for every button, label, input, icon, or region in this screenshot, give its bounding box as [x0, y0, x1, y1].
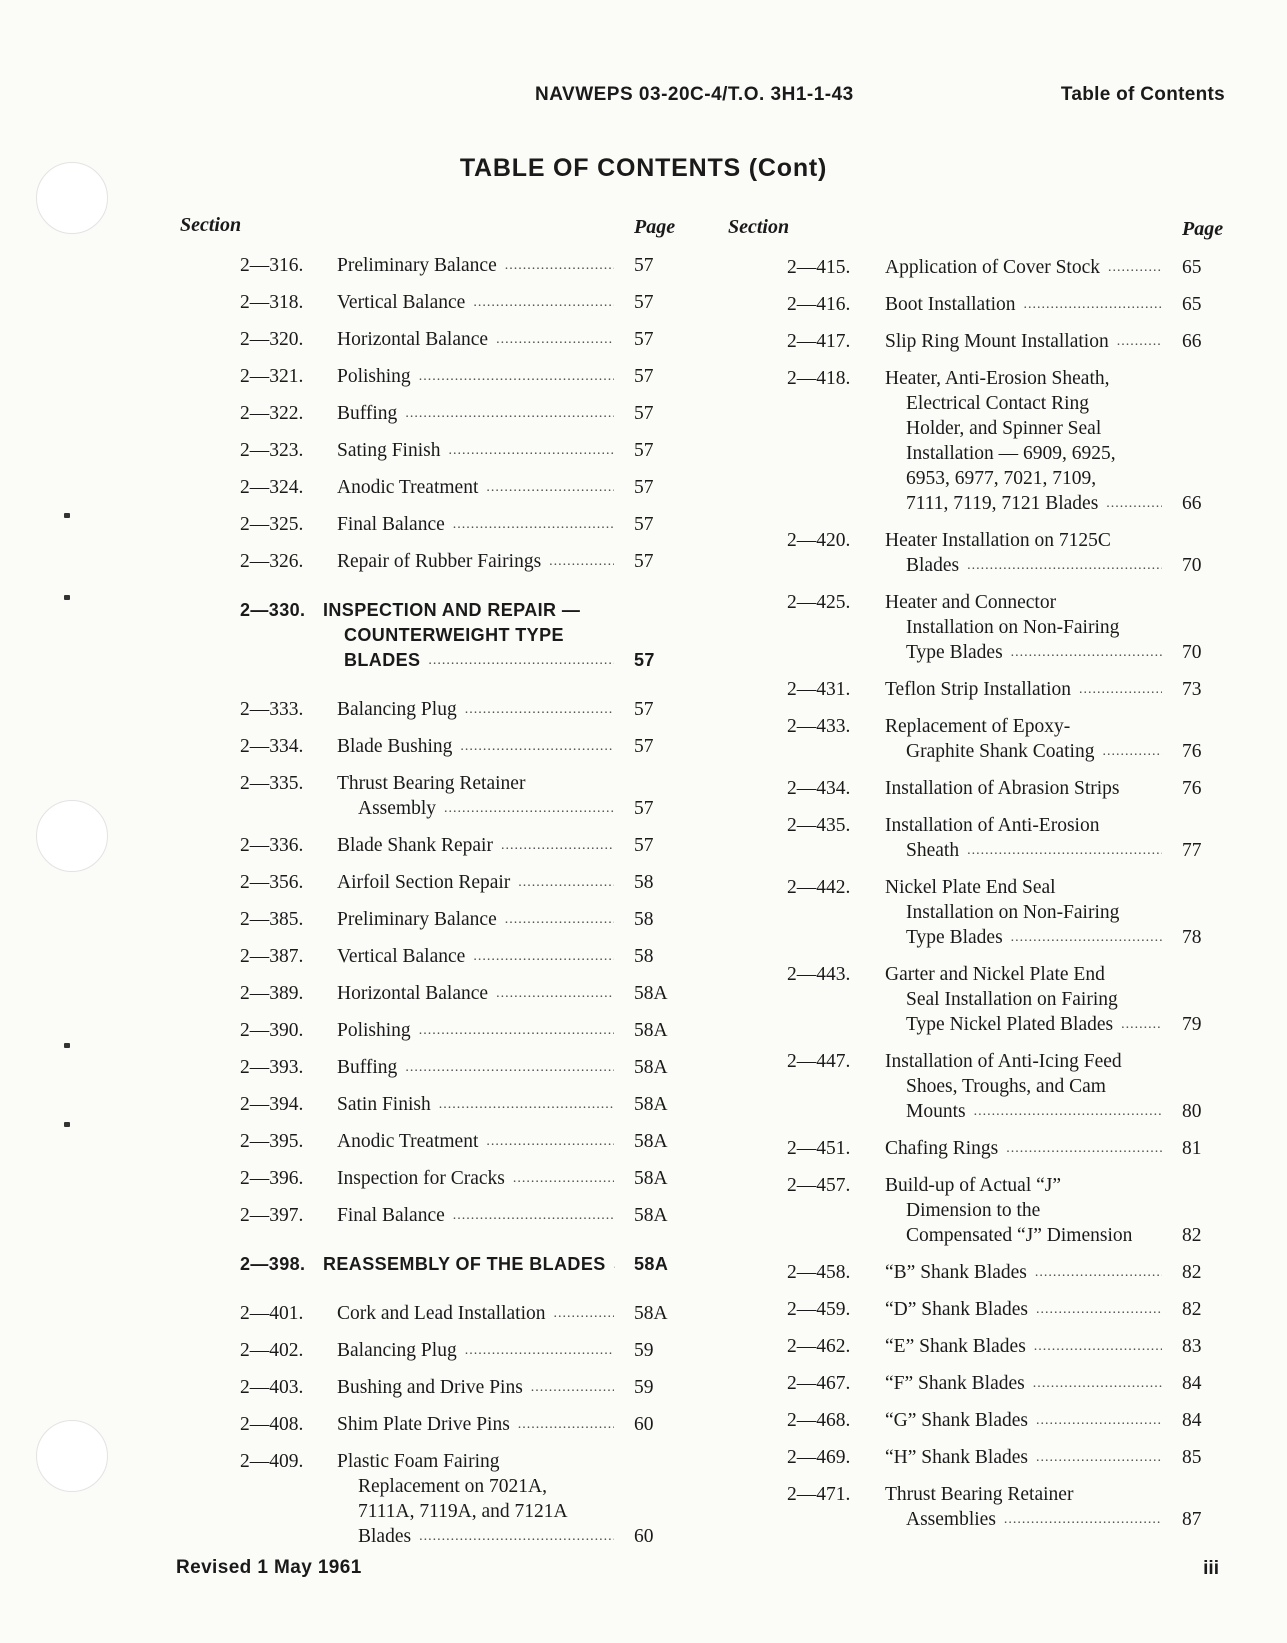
toc-entry: [240, 1129, 690, 1154]
page-ref: 65: [1182, 257, 1202, 278]
entry-title: Garter and Nickel Plate End: [885, 964, 1105, 985]
entry-title: “B” Shank Blades: [885, 1262, 1027, 1283]
entry-title: Heater Installation on 7125C: [885, 530, 1111, 551]
entry-title: Blade Bushing: [337, 736, 453, 757]
dot-leader: [1006, 1136, 1162, 1161]
entry-title: Blades: [358, 1526, 412, 1547]
dot-leader: [513, 1166, 614, 1191]
section-number: 2—385.: [240, 909, 304, 930]
page-ref: 57: [634, 366, 654, 387]
section-number: 2—433.: [787, 716, 851, 737]
entry-title: Shim Plate Drive Pins: [337, 1414, 510, 1435]
entry-title: Preliminary Balance: [337, 255, 497, 276]
page-ref: 57: [634, 798, 654, 819]
toc-entry: [787, 875, 1230, 950]
toc-entry: [787, 714, 1230, 764]
toc-entry: [787, 813, 1230, 863]
toc-entry: [240, 253, 690, 278]
punch-hole: [36, 1420, 108, 1492]
entry-title: COUNTERWEIGHT TYPE: [344, 625, 564, 645]
section-number: 2—468.: [787, 1410, 851, 1431]
section-number: 2—334.: [240, 736, 304, 757]
section-number: 2—323.: [240, 440, 304, 461]
section-number: 2—447.: [787, 1051, 851, 1072]
entry-title: 7111A, 7119A, and 7121A: [358, 1501, 568, 1522]
toc-entry: [240, 512, 690, 537]
toc-entry: [240, 981, 690, 1006]
running-header: Table of Contents: [1060, 84, 1225, 105]
entry-title: BLADES: [344, 650, 421, 670]
speck: [64, 513, 70, 518]
dot-leader: [974, 1099, 1162, 1124]
dot-leader: [505, 907, 614, 932]
section-number: 2—462.: [787, 1336, 851, 1357]
entry-title: Seal Installation on Fairing: [906, 989, 1118, 1010]
toc-entry: [240, 549, 690, 574]
section-number: 2—387.: [240, 946, 304, 967]
dot-leader: [405, 401, 614, 426]
entry-title: Installation of Anti-Icing Feed: [885, 1051, 1122, 1072]
section-number: 2—471.: [787, 1484, 851, 1505]
entry-title: “E” Shank Blades: [885, 1336, 1026, 1357]
entry-title: Satin Finish: [337, 1094, 431, 1115]
entry-title: Shoes, Troughs, and Cam: [906, 1076, 1106, 1097]
page-ref: 65: [1182, 294, 1202, 315]
dot-leader: [405, 1055, 614, 1080]
page-ref: 57: [634, 477, 654, 498]
toc-entry: [787, 1297, 1230, 1322]
entry-title: Sating Finish: [337, 440, 441, 461]
right-section-header: Section: [728, 216, 790, 238]
entry-title: Balancing Plug: [337, 699, 457, 720]
entry-title: Chafing Rings: [885, 1138, 999, 1159]
section-number: 2—420.: [787, 530, 851, 551]
section-number: 2—401.: [240, 1303, 304, 1324]
entry-title: Plastic Foam Fairing: [337, 1451, 500, 1472]
entry-title: “D” Shank Blades: [885, 1299, 1028, 1320]
page-ref: 82: [1182, 1225, 1202, 1246]
toc-entry: [787, 1136, 1230, 1161]
page-ref: 57: [634, 736, 654, 757]
entry-title: Polishing: [337, 366, 411, 387]
dot-leader: [460, 734, 614, 759]
page-ref: 58A: [634, 983, 668, 1004]
entry-title: Installation on Non-Fairing: [906, 617, 1120, 638]
left-section-header: Section: [180, 214, 242, 236]
page-ref: 85: [1182, 1447, 1202, 1468]
entry-title: Horizontal Balance: [337, 983, 489, 1004]
entry-title: Vertical Balance: [337, 292, 466, 313]
page-ref: 58A: [634, 1205, 668, 1226]
toc-entry: [787, 366, 1230, 516]
page-ref: 66: [1182, 331, 1202, 352]
entry-title: Sheath: [906, 840, 960, 861]
dot-leader: [444, 796, 614, 821]
toc-entry: [787, 962, 1230, 1037]
dot-leader: [1108, 255, 1162, 280]
dot-leader: [1079, 677, 1162, 702]
section-number: 2—435.: [787, 815, 851, 836]
dot-leader: [1011, 925, 1162, 950]
section-number: 2—316.: [240, 255, 304, 276]
dot-leader: [1106, 491, 1162, 516]
toc-entry: [240, 697, 690, 722]
page-ref: 58: [634, 872, 654, 893]
page-ref: 84: [1182, 1373, 1202, 1394]
dot-leader: [1121, 1012, 1162, 1037]
toc-entry: [240, 1203, 690, 1228]
section-number: 2—322.: [240, 403, 304, 424]
toc-entry: [787, 1371, 1230, 1396]
page-ref: 58: [634, 946, 654, 967]
entry-title: Installation of Anti-Erosion: [885, 815, 1100, 836]
toc-entry: [787, 1482, 1230, 1532]
entry-title: 6953, 6977, 7021, 7109,: [906, 468, 1097, 489]
section-number: 2—335.: [240, 773, 304, 794]
toc-entry: [240, 1252, 690, 1277]
toc-entry: [240, 438, 690, 463]
page-ref: 60: [634, 1414, 654, 1435]
entry-title: Inspection for Cracks: [337, 1168, 505, 1189]
entry-title: Anodic Treatment: [337, 1131, 479, 1152]
section-number: 2—321.: [240, 366, 304, 387]
dot-leader: [518, 870, 614, 895]
dot-leader: [1036, 1445, 1162, 1470]
toc-entry: [240, 944, 690, 969]
dot-leader: [1004, 1507, 1162, 1532]
toc-entry: [240, 475, 690, 500]
entry-title: Build-up of Actual “J”: [885, 1175, 1062, 1196]
toc-entry: [240, 1449, 690, 1549]
toc-entry: [240, 327, 690, 352]
toc-entry: [787, 1334, 1230, 1359]
section-number: 2—469.: [787, 1447, 851, 1468]
dot-leader: [1034, 1334, 1162, 1359]
page-ref: 87: [1182, 1509, 1202, 1530]
toc-entry: [240, 290, 690, 315]
entry-title: Type Blades: [906, 927, 1003, 948]
toc-entry: [240, 364, 690, 389]
entry-title: Dimension to the: [906, 1200, 1041, 1221]
section-number: 2—458.: [787, 1262, 851, 1283]
entry-title: Installation on Non-Fairing: [906, 902, 1120, 923]
entry-title: Slip Ring Mount Installation: [885, 331, 1109, 352]
entry-title: “H” Shank Blades: [885, 1447, 1028, 1468]
dot-leader: [1036, 1408, 1162, 1433]
section-number: 2—324.: [240, 477, 304, 498]
dot-leader: [448, 438, 614, 463]
section-number: 2—467.: [787, 1373, 851, 1394]
section-number: 2—333.: [240, 699, 304, 720]
toc-entry: [787, 1049, 1230, 1124]
toc-entry: [240, 1412, 690, 1437]
dot-leader: [1024, 292, 1162, 317]
page-ref: 79: [1182, 1014, 1202, 1035]
dot-leader: [1035, 1260, 1162, 1285]
section-number: 2—320.: [240, 329, 304, 350]
entry-title: Final Balance: [337, 1205, 445, 1226]
entry-title: INSPECTION AND REPAIR —: [323, 600, 581, 620]
section-number: 2—425.: [787, 592, 851, 613]
page-ref: 58A: [634, 1020, 668, 1041]
page-ref: 58A: [634, 1254, 669, 1274]
page-ref: 58A: [634, 1168, 668, 1189]
page-ref: 76: [1182, 741, 1202, 762]
toc-entry: [240, 1092, 690, 1117]
dot-leader: [486, 1129, 614, 1154]
dot-leader: [453, 512, 614, 537]
page-ref: 58A: [634, 1057, 668, 1078]
entry-title: Thrust Bearing Retainer: [337, 773, 526, 794]
dot-leader: [501, 833, 614, 858]
dot-leader: [1117, 329, 1162, 354]
speck: [64, 1043, 70, 1048]
entry-title: Assembly: [358, 798, 436, 819]
section-number: 2—459.: [787, 1299, 851, 1320]
page-ref: 78: [1182, 927, 1202, 948]
dot-leader: [518, 1412, 614, 1437]
speck: [64, 595, 70, 600]
entry-title: Polishing: [337, 1020, 411, 1041]
toc-entry: [787, 677, 1230, 702]
section-number: 2—394.: [240, 1094, 304, 1115]
document-number: NAVWEPS 03-20C-4/T.O. 3H1-1-43: [535, 84, 854, 105]
dot-leader: [967, 838, 1162, 863]
entry-title: Type Blades: [906, 642, 1003, 663]
dot-leader: [553, 1301, 614, 1326]
section-number: 2—396.: [240, 1168, 304, 1189]
toc-entry: [787, 1445, 1230, 1470]
entry-title: Horizontal Balance: [337, 329, 489, 350]
entry-title: Preliminary Balance: [337, 909, 497, 930]
section-number: 2—397.: [240, 1205, 304, 1226]
page-ref: 70: [1182, 642, 1202, 663]
page-ref: 76: [1182, 778, 1202, 799]
page-ref: 81: [1182, 1138, 1202, 1159]
page-ref: 57: [634, 514, 654, 535]
dot-leader: [419, 1018, 614, 1043]
entry-title: Thrust Bearing Retainer: [885, 1484, 1074, 1505]
page-ref: 66: [1182, 493, 1202, 514]
section-number: 2—415.: [787, 257, 851, 278]
entry-title: Repair of Rubber Fairings: [337, 551, 542, 572]
speck: [64, 1122, 70, 1127]
toc-entry: [240, 870, 690, 895]
page-ref: 82: [1182, 1299, 1202, 1320]
page-ref: 57: [634, 403, 654, 424]
page-ref: 58: [634, 909, 654, 930]
toc-entry: [787, 776, 1230, 801]
entry-title: 7111, 7119, 7121 Blades: [906, 493, 1099, 514]
page-ref: 73: [1182, 679, 1202, 700]
toc-entry: [787, 329, 1230, 354]
section-number: 2—325.: [240, 514, 304, 535]
section-number: 2—398.: [240, 1254, 306, 1274]
toc-entry: [240, 1375, 690, 1400]
entry-title: Assemblies: [906, 1509, 996, 1530]
entry-title: Buffing: [337, 403, 398, 424]
entry-title: Vertical Balance: [337, 946, 466, 967]
toc-entry: [787, 590, 1230, 665]
section-number: 2—457.: [787, 1175, 851, 1196]
section-number: 2—408.: [240, 1414, 304, 1435]
entry-title: Mounts: [906, 1101, 966, 1122]
page-ref: 83: [1182, 1336, 1202, 1357]
entry-title: Buffing: [337, 1057, 398, 1078]
section-number: 2—431.: [787, 679, 851, 700]
toc-entry: [240, 1018, 690, 1043]
section-number: 2—451.: [787, 1138, 851, 1159]
punch-hole: [36, 800, 108, 872]
section-number: 2—395.: [240, 1131, 304, 1152]
section-number: 2—403.: [240, 1377, 304, 1398]
entry-title: “G” Shank Blades: [885, 1410, 1028, 1431]
dot-leader: [531, 1375, 614, 1400]
page-ref: 58A: [634, 1131, 668, 1152]
right-page-header: Page: [1182, 218, 1224, 240]
toc-entry: [240, 771, 690, 821]
entry-title: Boot Installation: [885, 294, 1016, 315]
page-ref: 59: [634, 1377, 654, 1398]
toc-entry: [787, 1408, 1230, 1433]
entry-title: Blade Shank Repair: [337, 835, 493, 856]
page-ref: 60: [634, 1526, 654, 1547]
toc-entry: [240, 1338, 690, 1363]
dot-leader: [549, 549, 614, 574]
toc-entry: [240, 401, 690, 426]
toc-entry: [240, 598, 690, 673]
toc-entry: [240, 1166, 690, 1191]
entry-title: Replacement on 7021A,: [358, 1476, 547, 1497]
page-ref: 84: [1182, 1410, 1202, 1431]
section-number: 2—326.: [240, 551, 304, 572]
page-number: iii: [1203, 1558, 1219, 1579]
entry-title: Installation of Abrasion Strips: [885, 778, 1120, 799]
page-ref: 57: [634, 699, 654, 720]
page-ref: 57: [634, 329, 654, 350]
dot-leader: [473, 944, 614, 969]
dot-leader: [428, 648, 614, 673]
dot-leader: [505, 253, 614, 278]
page-ref: 57: [634, 650, 655, 670]
page-ref: 57: [634, 255, 654, 276]
page-ref: 82: [1182, 1262, 1202, 1283]
toc-entry: [240, 734, 690, 759]
entry-title: Compensated “J” Dimension: [906, 1225, 1133, 1246]
dot-leader: [496, 327, 614, 352]
entry-title: Installation — 6909, 6925,: [906, 443, 1116, 464]
entry-title: Graphite Shank Coating: [906, 741, 1095, 762]
dot-leader: [419, 1524, 614, 1549]
section-number: 2—434.: [787, 778, 851, 799]
section-number: 2—389.: [240, 983, 304, 1004]
dot-leader: [967, 553, 1162, 578]
revision-date: Revised 1 May 1961: [176, 1557, 362, 1578]
entry-title: REASSEMBLY OF THE BLADES: [323, 1254, 606, 1274]
page-ref: 57: [634, 835, 654, 856]
section-number: 2—318.: [240, 292, 304, 313]
toc-entry: [240, 833, 690, 858]
page-ref: 58A: [634, 1303, 668, 1324]
entry-title: Blades: [906, 555, 960, 576]
page-ref: 77: [1182, 840, 1202, 861]
dot-leader: [465, 697, 614, 722]
page-ref: 58A: [634, 1094, 668, 1115]
dot-leader: [1011, 640, 1162, 665]
page-ref: 70: [1182, 555, 1202, 576]
entry-title: Heater and Connector: [885, 592, 1057, 613]
section-number: 2—442.: [787, 877, 851, 898]
dot-leader: [1102, 739, 1162, 764]
entry-title: Teflon Strip Installation: [885, 679, 1072, 700]
dot-leader: [439, 1092, 614, 1117]
entry-title: Electrical Contact Ring: [906, 393, 1090, 414]
entry-title: Cork and Lead Installation: [337, 1303, 546, 1324]
page-ref: 59: [634, 1340, 654, 1361]
section-number: 2—409.: [240, 1451, 304, 1472]
entry-title: Replacement of Epoxy-: [885, 716, 1071, 737]
dot-leader: [1033, 1371, 1162, 1396]
entry-title: Type Nickel Plated Blades: [906, 1014, 1114, 1035]
entry-title: Anodic Treatment: [337, 477, 479, 498]
entry-title: Heater, Anti-Erosion Sheath,: [885, 368, 1110, 389]
dot-leader: [453, 1203, 614, 1228]
toc-entry: [240, 907, 690, 932]
dot-leader: [1036, 1297, 1162, 1322]
entry-title: Balancing Plug: [337, 1340, 457, 1361]
toc-entry: [787, 1173, 1230, 1248]
page-ref: 57: [634, 292, 654, 313]
entry-title: Final Balance: [337, 514, 445, 535]
section-number: 2—418.: [787, 368, 851, 389]
entry-title: Holder, and Spinner Seal: [906, 418, 1102, 439]
toc-entry: [240, 1301, 690, 1326]
dot-leader: [486, 475, 614, 500]
entry-title: Application of Cover Stock: [885, 257, 1101, 278]
section-number: 2—402.: [240, 1340, 304, 1361]
page-title: TABLE OF CONTENTS (Cont): [459, 154, 828, 182]
page-ref: 57: [634, 440, 654, 461]
entry-title: Airfoil Section Repair: [337, 872, 511, 893]
section-number: 2—416.: [787, 294, 851, 315]
section-number: 2—443.: [787, 964, 851, 985]
section-number: 2—356.: [240, 872, 304, 893]
toc-entry: [787, 255, 1230, 280]
section-number: 2—330.: [240, 600, 306, 620]
section-number: 2—417.: [787, 331, 851, 352]
dot-leader: [419, 364, 614, 389]
dot-leader: [473, 290, 614, 315]
section-number: 2—390.: [240, 1020, 304, 1041]
dot-leader: [496, 981, 614, 1006]
toc-entry: [787, 1260, 1230, 1285]
entry-title: “F” Shank Blades: [885, 1373, 1025, 1394]
toc-entry: [787, 292, 1230, 317]
toc-entry: [787, 528, 1230, 578]
page-ref: 57: [634, 551, 654, 572]
entry-title: Bushing and Drive Pins: [337, 1377, 523, 1398]
section-number: 2—336.: [240, 835, 304, 856]
dot-leader: [465, 1338, 614, 1363]
section-number: 2—393.: [240, 1057, 304, 1078]
toc-entry: [240, 1055, 690, 1080]
left-page-header: Page: [634, 216, 676, 238]
entry-title: Nickel Plate End Seal: [885, 877, 1056, 898]
page-ref: 80: [1182, 1101, 1202, 1122]
